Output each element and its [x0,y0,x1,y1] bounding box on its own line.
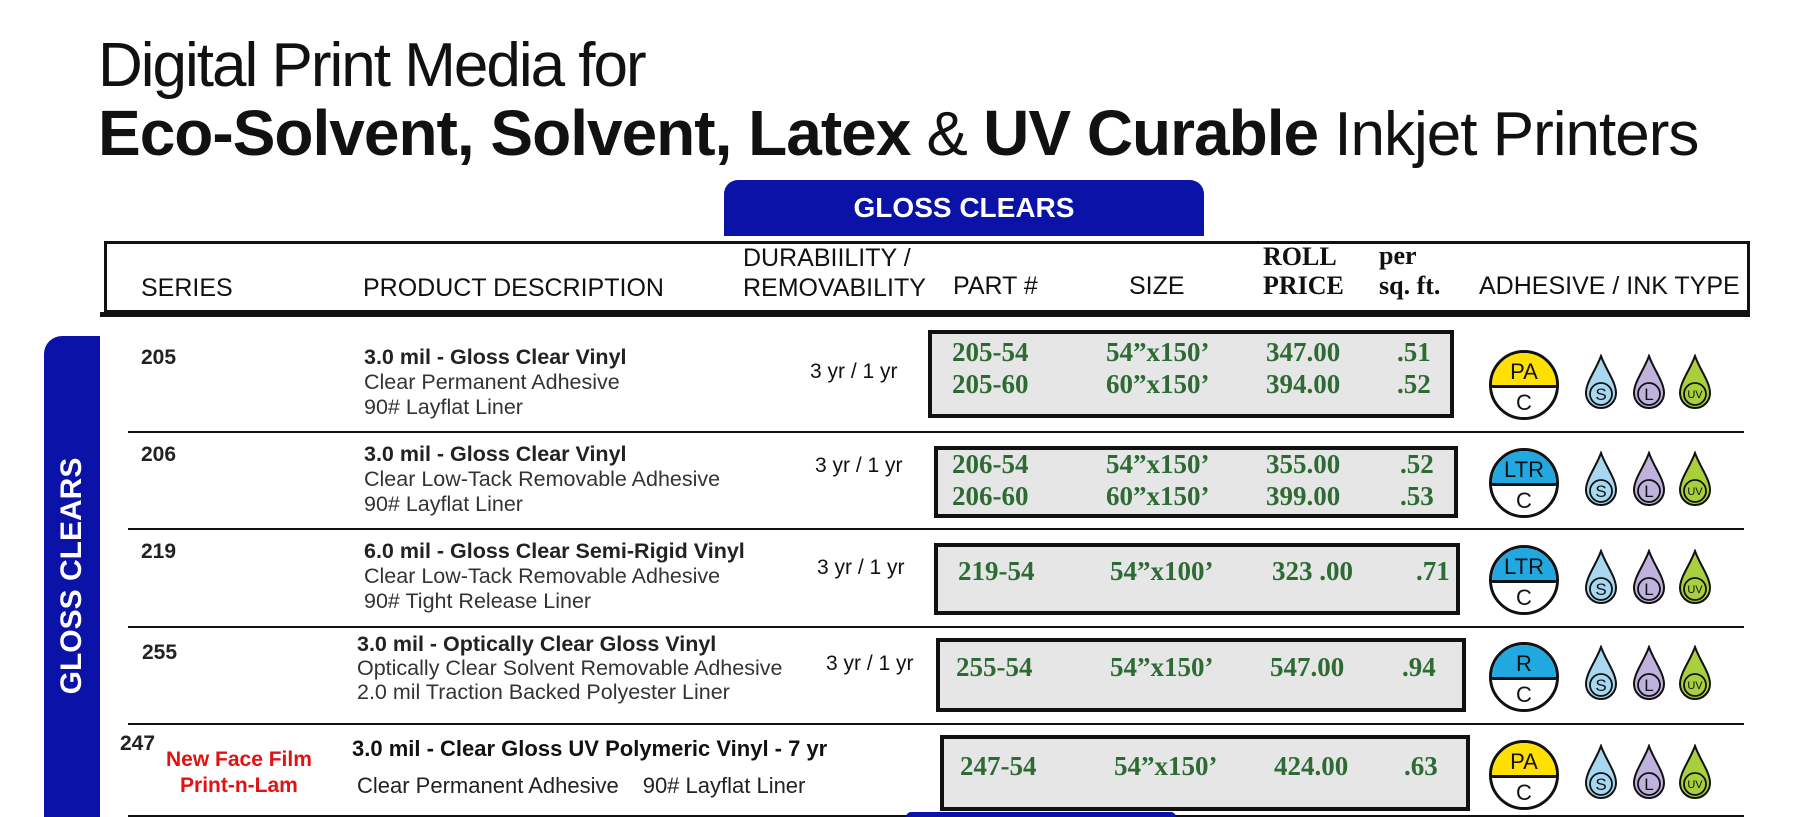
ink-type-label: UV [1687,779,1703,791]
product-description [364,539,745,614]
part-number: 205-60 [952,369,1029,399]
description-title: 3.0 mil - Clear Gloss UV Polymeric Vinyl - 7 yr [352,736,828,761]
row-divider [128,626,1744,628]
side-tab-label: GLOSS CLEARS [55,457,88,695]
solvent-drop-icon [1584,645,1618,701]
adhesive-clarity: C [1492,385,1556,417]
roll-price: 355.00 [1266,449,1341,479]
uv-drop-icon [1678,451,1712,507]
adhesive-badge [1489,740,1559,810]
series-number: 255 [142,641,178,664]
title-uv-curable: UV Curable [983,97,1319,169]
series-number: 205 [141,346,177,369]
description-liner: 90# Layflat Liner [364,492,523,516]
col-part-header: PART # [953,272,1038,300]
title-ampersand: & [910,100,984,169]
roll-size: 60”x150’ [1106,369,1210,399]
ink-type-label: L [1644,580,1654,599]
description-liner: 90# Layflat Liner [642,773,806,798]
ink-type-label: L [1644,676,1654,695]
uv-drop-icon [1678,645,1712,701]
uv-drop-icon [1678,744,1712,800]
series-number: 247 [120,732,156,755]
col-adhesive-header: ADHESIVE / INK TYPE [1479,272,1740,300]
adhesive-type: LTR [1492,548,1556,580]
roll-size: 54”x150’ [1110,652,1214,682]
col-sqft-header-1: per [1379,241,1417,270]
adhesive-type: PA [1492,353,1556,385]
price-per-sqft: .52 [1397,369,1431,399]
roll-price: 399.00 [1266,481,1341,511]
adhesive-clarity: C [1492,580,1556,612]
product-description [364,345,627,420]
price-per-sqft: .51 [1397,337,1431,367]
section-tab-gloss-clears [724,180,1204,236]
ink-type-label: S [1595,775,1607,794]
solvent-drop-icon [1584,354,1618,410]
price-per-sqft: .63 [1404,751,1438,781]
description-adhesive: Clear Low-Tack Removable Adhesive [364,564,721,588]
adhesive-type: R [1492,645,1556,677]
latex-drop-icon [1632,744,1666,800]
description-liner: 90# Layflat Liner [364,395,523,419]
price-per-sqft: .94 [1402,652,1436,682]
ink-type-label: L [1644,482,1654,501]
description-title: 6.0 mil - Gloss Clear Semi-Rigid Vinyl [364,539,745,563]
description-adhesive: Optically Clear Solvent Removable Adhesive [357,656,783,680]
col-size-header: SIZE [1129,272,1185,300]
part-number: 206-60 [952,481,1029,511]
col-durability-header-1: DURABIILITY / [743,244,911,272]
row-divider [128,723,1744,725]
adhesive-clarity: C [1492,677,1556,709]
part-number: 247-54 [960,751,1037,781]
new-face-film-badge [166,747,312,799]
roll-price: 394.00 [1266,369,1341,399]
ink-type-label: S [1595,385,1607,404]
latex-drop-icon [1632,451,1666,507]
price-per-sqft: .71 [1416,556,1450,586]
col-roll-header-2: PRICE [1263,271,1344,300]
latex-drop-icon [1632,549,1666,605]
solvent-drop-icon [1584,744,1618,800]
description-adhesive: Clear Low-Tack Removable Adhesive [364,467,721,491]
durability-value: 3 yr / 1 yr [815,454,903,477]
new-face-line-2: Print-n-Lam [180,774,298,797]
durability-value: 3 yr / 1 yr [817,556,905,579]
description-liner: 90# Tight Release Liner [364,589,592,613]
adhesive-badge [1489,545,1559,615]
page-title-line-1: Digital Print Media for [98,31,645,100]
roll-price: 547.00 [1270,652,1345,682]
part-number: 219-54 [958,556,1035,586]
uv-drop-icon [1678,549,1712,605]
product-description [364,442,720,517]
description-title: 3.0 mil - Gloss Clear Vinyl [364,345,627,369]
row-divider [128,528,1744,530]
ink-type-label: L [1644,385,1654,404]
row-divider [128,431,1744,433]
roll-price: 347.00 [1266,337,1341,367]
title-eco-solvent: Eco-Solvent, Solvent, Latex [98,97,911,169]
next-section-tab-edge [906,812,1176,817]
ink-type-label: UV [1687,389,1703,401]
ink-type-label: S [1595,580,1607,599]
roll-price: 424.00 [1274,751,1349,781]
table-header [104,241,1750,313]
roll-size: 54”x150’ [1106,337,1210,367]
adhesive-badge [1489,448,1559,518]
roll-size: 54”x100’ [1110,556,1214,586]
section-tab-label: GLOSS CLEARS [853,192,1075,223]
ink-type-label: UV [1687,680,1703,692]
header-rule [100,312,1750,317]
product-description-details [357,773,805,798]
uv-drop-icon [1678,354,1712,410]
part-number: 206-54 [952,449,1029,479]
durability-value: 3 yr / 1 yr [810,360,898,383]
latex-drop-icon [1632,354,1666,410]
ink-type-label: S [1595,482,1607,501]
roll-size: 54”x150’ [1106,449,1210,479]
description-title: 3.0 mil - Optically Clear Gloss Vinyl [357,632,717,656]
solvent-drop-icon [1584,451,1618,507]
col-description-header: PRODUCT DESCRIPTION [363,274,664,302]
ink-type-label: S [1595,676,1607,695]
page-title-line-2 [98,96,1698,170]
part-number: 205-54 [952,337,1029,367]
description-liner: 2.0 mil Traction Backed Polyester Liner [357,680,730,704]
adhesive-type: LTR [1492,451,1556,483]
product-description-title [352,736,827,761]
new-face-line-1: New Face Film [166,748,312,771]
ink-type-label: UV [1687,584,1703,596]
adhesive-badge [1489,350,1559,420]
durability-value: 3 yr / 1 yr [826,652,914,675]
ink-type-label: L [1644,775,1654,794]
ink-type-label: UV [1687,486,1703,498]
adhesive-clarity: C [1492,775,1556,807]
series-number: 219 [141,540,177,563]
description-adhesive: Clear Permanent Adhesive [364,370,620,394]
latex-drop-icon [1632,645,1666,701]
roll-size: 60”x150’ [1106,481,1210,511]
roll-price: 323 .00 [1272,556,1353,586]
adhesive-badge [1489,642,1559,712]
solvent-drop-icon [1584,549,1618,605]
col-durability-header-2: REMOVABILITY [743,274,926,302]
part-number: 255-54 [956,652,1033,682]
col-roll-header-1: ROLL [1263,242,1337,271]
product-description [357,632,782,704]
adhesive-clarity: C [1492,483,1556,515]
roll-size: 54”x150’ [1114,751,1218,781]
price-per-sqft: .53 [1400,481,1434,511]
adhesive-type: PA [1492,743,1556,775]
col-series-header: SERIES [141,274,233,302]
price-per-sqft: .52 [1400,449,1434,479]
series-number: 206 [141,443,177,466]
title-inkjet-printers: Inkjet Printers [1318,100,1699,169]
description-adhesive: Clear Permanent Adhesive [357,773,619,798]
col-sqft-header-2: sq. ft. [1379,271,1441,300]
description-title: 3.0 mil - Gloss Clear Vinyl [364,442,627,466]
